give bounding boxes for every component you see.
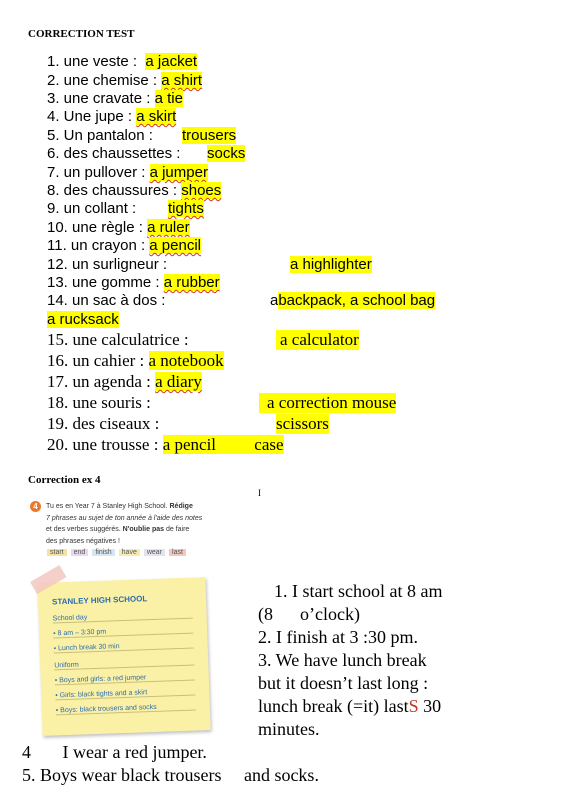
vocab-item: 17. un agenda : a diary xyxy=(47,372,202,391)
note-line: • Boys and girls: a red jumper xyxy=(55,673,195,686)
vocab-item: 16. un cahier : a notebook xyxy=(47,351,224,370)
verb-chip: start xyxy=(47,549,67,556)
vocab-answer: a calculator xyxy=(276,330,359,350)
vocab-answer: socks xyxy=(207,145,246,162)
note-line: • 8 am – 3:30 pm xyxy=(53,626,193,639)
vocab-item: 15. une calculatrice : xyxy=(47,330,189,349)
vocab-answer-continued: a rucksack xyxy=(47,311,119,328)
vocab-answer: a correction mouse xyxy=(259,393,396,413)
vocab-item: 14. un sac à dos : xyxy=(47,292,166,309)
vocab-item: 13. une gomme : a rubber xyxy=(47,274,220,291)
answer-line: 4 I wear a red jumper. xyxy=(22,742,207,762)
section-title: Correction ex 4 xyxy=(28,474,101,486)
vocab-item: 18. une souris : xyxy=(47,393,151,412)
vocab-item: 3. une cravate : a tie xyxy=(47,90,183,107)
vocab-item: 9. un collant : xyxy=(47,200,137,217)
vocab-item: 12. un surligneur : xyxy=(47,256,168,273)
vocab-item: 19. des ciseaux : xyxy=(47,414,160,433)
verb-chips xyxy=(47,549,186,556)
vocab-answer: a highlighter xyxy=(290,256,372,273)
verb-chip: last xyxy=(169,549,186,556)
exercise-number-badge: 4 xyxy=(30,501,41,512)
note-line: Uniform xyxy=(54,658,194,671)
vocab-answer: trousers xyxy=(182,127,237,144)
stray-mark: I xyxy=(258,488,261,498)
correction-mark: S xyxy=(408,696,419,716)
answer-line: 1. I start school at 8 am xyxy=(274,581,443,601)
verb-chip: have xyxy=(119,549,140,556)
vocab-answer: abackpack, a school bag xyxy=(270,292,436,309)
sticky-note xyxy=(37,577,210,736)
vocab-item: 11. un crayon : a pencil xyxy=(47,237,201,254)
answer-line: 3. We have lunch break xyxy=(258,650,427,670)
vocab-item: 10. une règle : a ruler xyxy=(47,219,190,236)
verb-chip: end xyxy=(71,549,89,556)
answer-line: 5. Boys wear black trousers and socks. xyxy=(22,765,319,785)
note-line: • Girls: black tights and a skirt xyxy=(55,688,195,701)
tape xyxy=(30,565,66,594)
vocab-item: 7. un pullover : a jumper xyxy=(47,164,208,181)
verb-chip: wear xyxy=(144,549,165,556)
vocab-item: 6. des chaussettes : xyxy=(47,145,181,162)
vocab-item: 5. Un pantalon : xyxy=(47,127,153,144)
exercise-instruction: Tu es en Year 7 à Stanley High School. Rédige 7 phrases au sujet de ton année à l'aide des notes et des verbes suggérés. N'oublie pas de faire des phrases négatives ! xyxy=(46,503,203,545)
vocab-item: 1. une veste : a jacket xyxy=(47,53,198,70)
answer-line: lunch break (=it) lastS 30 xyxy=(258,696,442,716)
vocab-item: 8. des chaussures : shoes xyxy=(47,182,222,199)
note-heading: STANLEY HIGH SCHOOL xyxy=(51,594,148,607)
vocab-item: 4. Une jupe : a skirt xyxy=(47,108,177,125)
verb-chip: finish xyxy=(92,549,114,556)
page-title: CORRECTION TEST xyxy=(28,28,135,40)
vocab-item: 2. une chemise : a shirt xyxy=(47,72,203,89)
vocab-answer: scissors xyxy=(276,414,329,433)
exercise-image xyxy=(28,498,240,740)
vocab-answer: tights xyxy=(168,200,204,217)
note-line: • Lunch break 30 min xyxy=(54,641,194,654)
note-line: School day xyxy=(53,611,193,624)
answer-line: (8 o’clock) xyxy=(258,604,360,624)
note-line: • Boys: black trousers and socks xyxy=(56,703,196,716)
answer-line: minutes. xyxy=(258,719,320,739)
answer-line: 2. I finish at 3 :30 pm. xyxy=(258,627,418,647)
answer-line: but it doesn’t last long : xyxy=(258,673,429,693)
vocab-item: 20. une trousse : a pencil case xyxy=(47,435,284,454)
